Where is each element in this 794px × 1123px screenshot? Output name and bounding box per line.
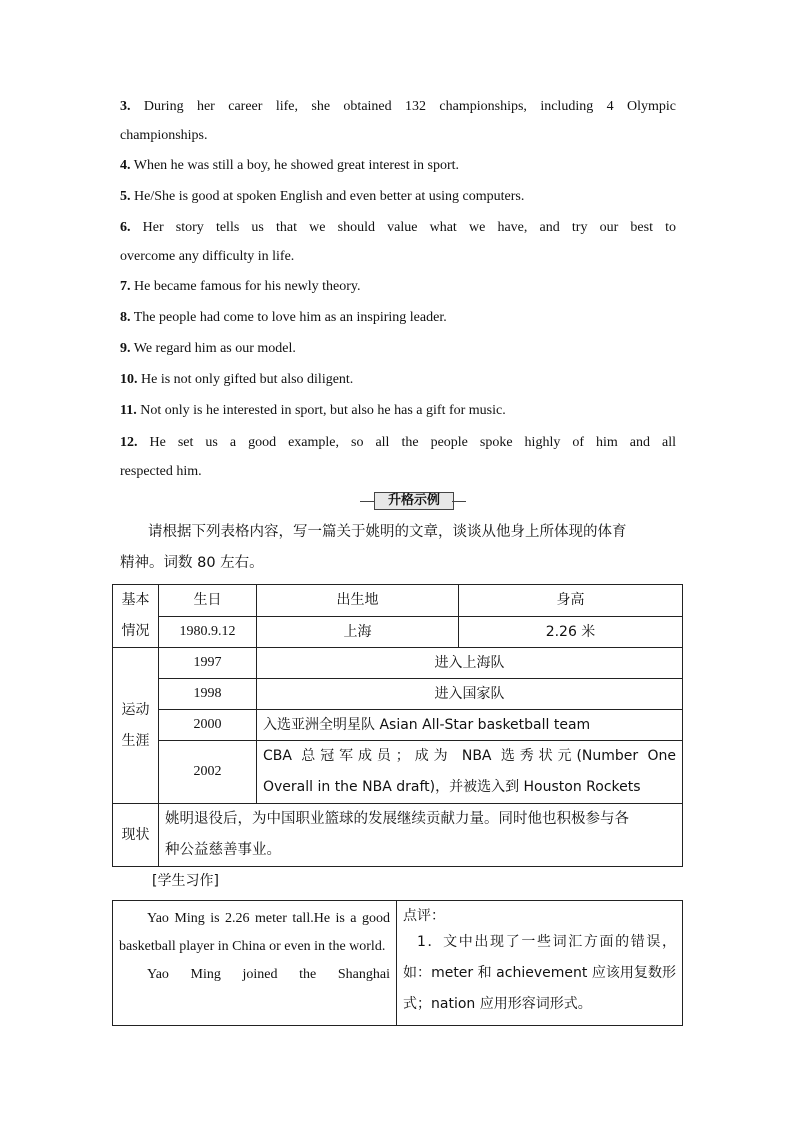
career-year: 2000	[159, 710, 257, 741]
prompt-line-2: 精神。词数 80 左右。	[120, 555, 264, 571]
status-label: 现状	[113, 804, 159, 867]
sentence-3	[120, 97, 676, 117]
status-text	[159, 804, 683, 867]
sentence-text: We regard him as our model.	[133, 341, 296, 356]
status-text-line1: 姚明退役后，为中国职业篮球的发展继续贡献力量。同时他也积极参与各	[165, 811, 629, 827]
basic-label-line1: 基本	[121, 592, 150, 608]
sentence-6-continued: overcome any difficulty in life.	[120, 249, 295, 264]
sentence-number: 9.	[120, 341, 131, 356]
career-year: 1998	[159, 679, 257, 710]
essay-paragraph-1: Yao Ming is 2.26 meter tall.He is a good basketball player in China or even in the world.	[119, 911, 390, 954]
basic-label-line2: 情况	[121, 623, 150, 639]
yao-ming-info-table	[112, 584, 683, 867]
student-work-label: [学生习作]	[152, 873, 219, 889]
essay-table	[112, 900, 683, 1026]
status-text-line2: 种公益慈善事业。	[165, 842, 281, 858]
sentence-text: The people had come to love him as an inspiring leader.	[133, 310, 447, 325]
sentence-5	[120, 187, 676, 207]
sentence-3-continued: championships.	[120, 128, 208, 143]
sentence-number: 11.	[120, 403, 137, 418]
birthplace-value: 上海	[257, 616, 459, 648]
sentence-number: 12.	[120, 435, 138, 450]
career-event-line2: Overall in the NBA draft)，并被选入到 Houston Rockets	[263, 779, 641, 795]
sentence-text: When he was still a boy, he showed great interest in sport.	[133, 158, 460, 173]
essay-paragraph-2: Yao Ming joined the Shanghai	[147, 967, 390, 982]
sentence-12-continued: respected him.	[120, 464, 202, 479]
student-essay	[119, 905, 390, 989]
sentence-text: He is not only gifted but also diligent.	[141, 372, 354, 387]
comment-title: 点评：	[403, 908, 445, 924]
basic-info-label	[113, 585, 159, 648]
career-label-line1: 运动	[121, 701, 150, 718]
height-value: 2.26 米	[459, 616, 683, 648]
section-header-label: 升格示例	[374, 492, 454, 510]
sentence-7	[120, 277, 676, 297]
sentence-4	[120, 156, 676, 176]
career-year: 1997	[159, 648, 257, 679]
sentence-9	[120, 339, 676, 359]
sentence-12	[120, 433, 676, 453]
career-event: 入选亚洲全明星队 Asian All-Star basketball team	[257, 710, 683, 741]
sentence-number: 3.	[120, 99, 131, 114]
header-rule-right	[452, 501, 466, 502]
career-label	[113, 648, 159, 804]
col-birthplace: 出生地	[257, 585, 459, 617]
sentence-number: 10.	[120, 372, 138, 387]
sentence-text: During her career life, she obtained 132 championships, including 4 Olympic	[143, 99, 676, 114]
comment-text: 1．文中出现了一些词汇方面的错误，如：meter 和 achievement 应该用复数形式；nation 应用形容词形式。	[403, 934, 676, 1012]
career-label-line2: 生涯	[121, 732, 150, 749]
prompt-line-1: 请根据下列表格内容，写一篇关于姚明的文章，谈谈从他身上所体现的体育	[148, 524, 627, 540]
sentence-text: He/She is good at spoken English and even better at using computers.	[134, 189, 525, 204]
sentence-6	[120, 218, 676, 238]
sentence-number: 5.	[120, 189, 131, 204]
sentence-number: 8.	[120, 310, 131, 325]
sentence-text: Not only is he interested in sport, but also he has a gift for music.	[140, 403, 506, 418]
sentence-10	[120, 370, 676, 390]
col-height: 身高	[459, 585, 683, 617]
sentence-text: He set us a good example, so all the people spoke highly of him and all	[149, 435, 676, 450]
col-birthday: 生日	[159, 585, 257, 617]
career-event	[257, 741, 683, 804]
student-essay-cell	[113, 901, 397, 1026]
career-event-line1: CBA 总冠军成员；成为 NBA 选秀状元(Number One	[263, 748, 676, 764]
sentence-8	[120, 308, 676, 328]
section-header	[360, 491, 466, 511]
birthday-value: 1980.9.12	[159, 616, 257, 648]
comment-cell	[397, 901, 683, 1026]
sentence-text: Her story tells us that we should value what we have, and try our best to	[142, 220, 676, 235]
sentence-11	[120, 401, 676, 421]
career-event: 进入国家队	[257, 679, 683, 710]
sentence-number: 6.	[120, 220, 131, 235]
sentence-number: 4.	[120, 158, 131, 173]
sentence-text: He became famous for his newly theory.	[134, 279, 361, 294]
header-rule-left	[360, 501, 374, 502]
sentence-number: 7.	[120, 279, 131, 294]
career-event: 进入上海队	[257, 648, 683, 679]
career-year: 2002	[159, 741, 257, 804]
